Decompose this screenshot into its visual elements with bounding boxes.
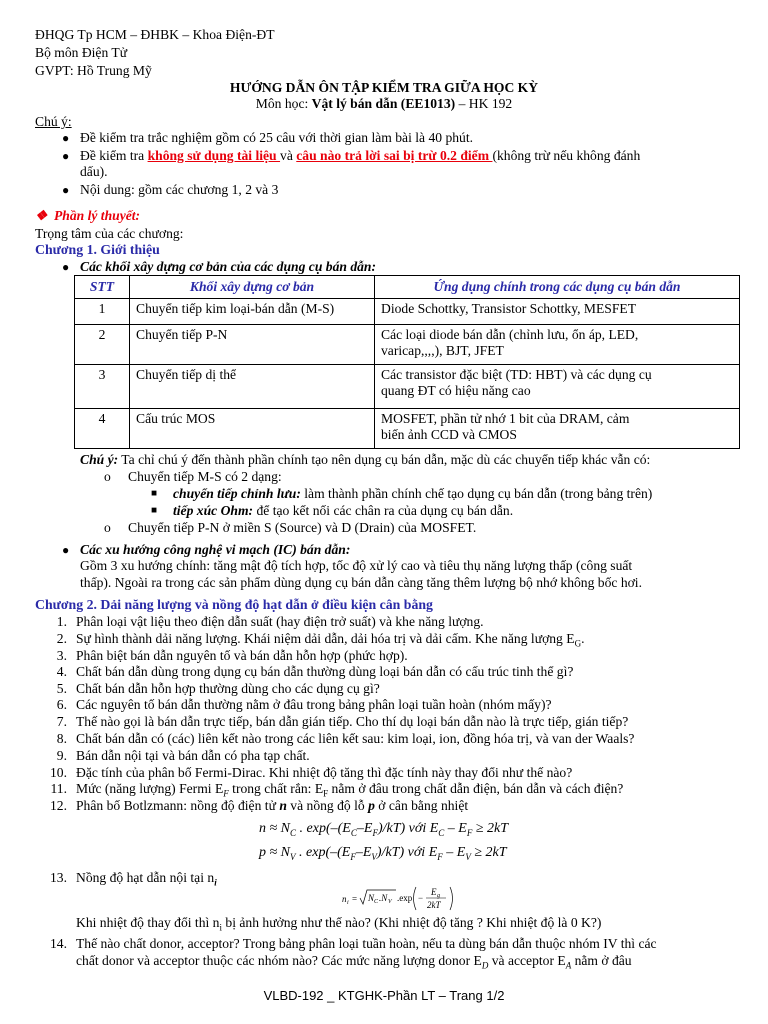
ni-temperature-question <box>76 915 601 936</box>
ch2-item-mid: trong chất rắn: E <box>228 781 324 796</box>
svg-text:=: = <box>352 894 358 904</box>
table-cell-stt: 4 <box>75 409 130 449</box>
item-number: 4. <box>56 664 67 679</box>
item14-sub: D <box>481 960 489 971</box>
application-line: biến ảnh CCD và CMOS <box>381 427 517 442</box>
ch2-item: Chất bán dẫn có (các) liên kết nào trong các liên kết sau: kim loại, ion, đồng hóa trị, và van der Waals? <box>76 731 635 746</box>
f2-c: –E <box>355 845 372 860</box>
f2-f: ≥ 2kT <box>470 845 507 860</box>
page-footer: VLBD-192 _ KTGHK-Phần LT – Trang 1/2 <box>263 988 505 1003</box>
bullet-dot-icon: ● <box>62 260 70 274</box>
subject-line <box>0 96 768 112</box>
f1-s4: C <box>438 827 445 838</box>
chapter-2-title: Chương 2. Dải năng lượng và nồng độ hạt dẫn ở điều kiện cân bằng <box>35 597 433 612</box>
f2-s2: F <box>350 851 356 862</box>
circle-bullet-icon: o <box>104 520 111 535</box>
table-cell-block: Chuyển tiếp kim loại-bán dẫn (M-S) <box>130 299 375 325</box>
f1-e: – E <box>444 821 467 836</box>
ch2-item: Chất bán dẫn hỗn hợp thường dùng cho các dụng cụ gì? <box>76 681 380 696</box>
theory-heading-text: Phần lý thuyết: <box>53 208 141 223</box>
ch2-item-cont <box>76 953 632 974</box>
lecturer-line: GVPT: Hồ Trung Mỹ <box>35 63 152 78</box>
item-number: 3. <box>56 648 67 663</box>
table-row <box>75 409 740 449</box>
ms-sub2-term: tiếp xúc Ohm: <box>173 503 254 518</box>
table-cell-application <box>375 409 740 449</box>
circle-bullet-icon: o <box>104 469 111 484</box>
item-number: 6. <box>56 697 67 712</box>
f1-s1: C <box>290 827 297 838</box>
ch2-item-text: Sự hình thành dải năng lượng. Khái niệm dải dẫn, dải hóa trị và dải cấm. Khe năng lượng E <box>76 631 575 646</box>
table-cell-block: Chuyển tiếp P-N <box>130 325 375 365</box>
ch1-note-text: Ta chỉ chú ý đến thành phần chính tạo nên dụng cụ bán dẫn, mặc dù các chuyển tiếp khác vẫn có: <box>118 452 651 467</box>
f1-s5: F <box>466 827 473 838</box>
f2-s5: V <box>465 851 471 862</box>
square-bullet-icon: ■ <box>151 505 158 516</box>
ch2-item-sub: i <box>214 877 217 888</box>
theory-heading <box>35 208 140 224</box>
item-number: 14. <box>50 936 67 951</box>
table-cell-stt: 1 <box>75 299 130 325</box>
table-cell-stt: 3 <box>75 365 130 409</box>
svg-text:i: i <box>347 900 349 906</box>
theory-focus: Trọng tâm của các chương: <box>35 226 184 241</box>
university-line: ĐHQG Tp HCM – ĐHBK – Khoa Điện-ĐT <box>35 27 275 42</box>
table-cell-block: Cấu trúc MOS <box>130 409 375 449</box>
f1-a: n ≈ N <box>259 821 291 836</box>
ch2-item <box>76 798 468 814</box>
svg-text:.N: .N <box>379 893 388 903</box>
intrinsic-concentration-formula <box>340 882 464 914</box>
ch2-item: Bán dẫn nội tại và bán dẫn có pha tạp chất. <box>76 748 310 763</box>
f1-f: ≥ 2kT <box>472 821 509 836</box>
note-bullet-2-cont: dấu). <box>80 164 108 179</box>
subject-prefix: Môn học: <box>255 96 312 111</box>
item14-pre: chất donor và acceptor thuộc các nhóm nào? Các mức năng lượng donor E <box>76 953 482 968</box>
note-b2-post: (không trừ nếu không đánh <box>492 148 641 163</box>
application-line: Diode Schottky, Transistor Schottky, MESFET <box>381 301 637 316</box>
note-label: Chú ý: <box>35 114 72 129</box>
svg-text:n: n <box>342 894 347 904</box>
ch2-item: Thế nào gọi là bán dẫn trực tiếp, bán dẫn gián tiếp. Cho thí dụ loại bán dẫn nào là trực tiếp, gián tiếp? <box>76 714 629 729</box>
item-number: 13. <box>50 870 67 885</box>
table-row <box>75 299 740 325</box>
bullet-dot-icon: ● <box>62 183 70 197</box>
f2-s3: V <box>371 851 377 862</box>
subject-name: Vật lý bán dẫn (EE1013) <box>311 96 456 111</box>
item-number: 8. <box>56 731 67 746</box>
diamond-bullet-icon: ❖ <box>35 208 54 223</box>
hole-symbol: p <box>368 798 375 813</box>
svg-text:V: V <box>388 899 392 905</box>
table-row <box>75 365 740 409</box>
svg-text:N: N <box>368 893 375 903</box>
note-bullet-1: Đề kiểm tra trắc nghiệm gồm có 25 câu với thời gian làm bài là 40 phút. <box>80 130 474 145</box>
ms-sub-ohmic <box>173 503 513 519</box>
chapter-1-title: Chương 1. Giới thiệu <box>35 242 160 257</box>
svg-text:−: − <box>418 893 424 903</box>
ch2-item: Phân biệt bán dẫn nguyên tố và bán dẫn hỗn hợp (phức hợp). <box>76 648 408 663</box>
table-cell-stt: 2 <box>75 325 130 365</box>
subject-term: – HK 192 <box>455 96 513 111</box>
ch2-item-sub: F <box>223 788 229 799</box>
item14-mid: và acceptor E <box>488 953 566 968</box>
table-cell-application <box>375 325 740 365</box>
ni-q-sub: i <box>219 922 222 933</box>
ic-trends-line-1: Gồm 3 xu hướng chính: tăng mật độ tích hợp, tốc độ xử lý cao và tiêu thụ năng lượng thấp (công suất <box>80 558 633 573</box>
ch2-item <box>76 870 217 891</box>
ch2-item: Các nguyên tố bán dẫn thường nằm ở đâu trong bảng phân loại tuần hoàn (nhóm mấy)? <box>76 697 552 712</box>
item-number: 5. <box>56 681 67 696</box>
ch2-item-end: nằm ở đâu trong chất dẫn điện, bán dẫn và cách điện? <box>328 781 624 796</box>
application-line: MOSFET, phần tử nhớ 1 bit của DRAM, cảm <box>381 411 630 426</box>
ch2-item-sub: G <box>574 638 582 649</box>
f1-s2: C <box>350 827 357 838</box>
ch2-item-end: ở cân bằng nhiệt <box>374 798 469 813</box>
ms-sub1-term: chuyển tiếp chỉnh lưu: <box>173 486 301 501</box>
ch2-item: Đặc tính của phân bố Fermi-Dirac. Khi nhiệt độ tăng thì đặc tính này thay đổi như thế nào? <box>76 765 573 780</box>
ch2-item-text: Phân bố Botlzmann: nồng độ điện tử <box>76 798 280 813</box>
ch2-item-end: . <box>581 631 585 646</box>
item14-end: nằm ở đâu <box>571 953 632 968</box>
ch2-item-mid: và nồng độ lỗ <box>286 798 369 813</box>
f1-c: –E <box>356 821 373 836</box>
svg-text:g: g <box>437 893 440 899</box>
ch2-item: Chất bán dẫn dùng trong dụng cụ bán dẫn thường dùng loại bán dẫn có cấu trúc tinh thể gì? <box>76 664 574 679</box>
building-blocks-table <box>74 275 740 449</box>
table-cell-block: Chuyển tiếp dị thể <box>130 365 375 409</box>
f2-e: – E <box>442 845 466 860</box>
svg-text:C: C <box>374 899 379 905</box>
ni-q-pre: Khi nhiệt độ thay đổi thì n <box>76 915 220 930</box>
ms-sub2-text: để tạo kết nối các chân ra của dụng cụ bán dẫn. <box>253 503 514 518</box>
f2-s1: V <box>290 851 296 862</box>
boltzmann-n-formula <box>259 821 508 838</box>
ch2-item-sub: F <box>323 788 329 799</box>
note-b2-pre: Đề kiểm tra <box>80 148 148 163</box>
bullet-dot-icon: ● <box>62 149 70 163</box>
note-no-documents: không sử dụng tài liệu <box>147 148 281 163</box>
application-line: varicap,,,,), BJT, JFET <box>381 343 504 358</box>
ch2-item: Phân loại vật liệu theo điện dẫn suất (hay điện trở suất) và khe năng lượng. <box>76 614 484 629</box>
table-header-row <box>75 276 740 299</box>
table-header-stt: STT <box>75 276 130 299</box>
item-number: 11. <box>50 781 67 796</box>
ch2-item: Thế nào chất donor, acceptor? Trong bảng phân loại tuần hoàn, nếu ta dùng bán dẫn thuộc nhóm IV thì các <box>76 936 657 951</box>
ms-sub-rectifying <box>173 486 652 502</box>
item-number: 1. <box>56 614 67 629</box>
svg-text:.exp: .exp <box>397 893 413 903</box>
svg-text:E: E <box>431 887 437 897</box>
ch1-blocks-bullet: Các khối xây dựng cơ bản của các dụng cụ bán dẫn: <box>80 259 377 274</box>
item-number: 10. <box>50 765 67 780</box>
application-line: Các loại diode bán dẫn (chỉnh lưu, ổn áp, LED, <box>381 327 639 342</box>
electron-symbol: n <box>279 798 287 813</box>
bullet-dot-icon: ● <box>62 131 70 145</box>
boltzmann-p-formula <box>259 845 507 862</box>
f1-s3: F <box>372 827 378 838</box>
item-number: 9. <box>56 748 67 763</box>
item-number: 12. <box>50 798 67 813</box>
ms-sub1-text: làm thành phần chính chế tạo dụng cụ bán dẫn (trong bảng trên) <box>300 486 653 501</box>
ch2-item-text: Mức (năng lượng) Fermi E <box>76 781 224 796</box>
f2-s4: F <box>437 851 443 862</box>
table-cell-application <box>375 299 740 325</box>
application-line: quang ĐT có hiệu năng cao <box>381 383 531 398</box>
application-line: Các transistor đặc biệt (TD: HBT) và các dụng cụ <box>381 367 652 382</box>
ch1-note-label: Chú ý: <box>80 452 119 467</box>
ch1-note <box>80 452 650 468</box>
note-bullet-3: Nội dung: gồm các chương 1, 2 và 3 <box>80 182 279 197</box>
item-number: 2. <box>56 631 67 646</box>
bullet-dot-icon: ● <box>62 543 70 557</box>
pn-mosfet-line: Chuyển tiếp P-N ở miền S (Source) và D (Drain) của MOSFET. <box>128 520 477 535</box>
f2-a: p ≈ N <box>259 845 291 860</box>
ni-q-post: bị ảnh hưởng như thế nào? (Khi nhiệt độ tăng ? Khi nhiệt độ là 0 K?) <box>222 915 602 930</box>
f2-b: . exp(–(E <box>295 845 351 860</box>
svg-text:2kT: 2kT <box>427 900 441 910</box>
page-title: HƯỚNG DẪN ÔN TẬP KIỂM TRA GIỮA HỌC KỲ <box>229 80 539 95</box>
f1-d: )/kT) với E <box>377 821 439 836</box>
ic-trends-bullet: Các xu hướng công nghệ vi mạch (IC) bán dẫn: <box>80 542 351 557</box>
f2-d: )/kT) với E <box>376 845 438 860</box>
table-cell-application <box>375 365 740 409</box>
ms-junction-line: Chuyển tiếp M-S có 2 dạng: <box>128 469 282 484</box>
f1-b: . exp(–(E <box>296 821 351 836</box>
note-b2-mid: và <box>280 148 297 163</box>
table-header-block: Khối xây dựng cơ bản <box>130 276 375 299</box>
square-bullet-icon: ■ <box>151 488 158 499</box>
note-bullet-2 <box>80 148 640 164</box>
table-row <box>75 325 740 365</box>
ic-trends-line-2: thấp). Ngoài ra trong các sản phẩm dùng dụng cụ bán dẫn càng tăng thêm lượng bộ nhớ không bốc hơi. <box>80 575 642 590</box>
item14-sub2: A <box>565 960 572 971</box>
note-penalty: câu nào trả lời sai bị trừ 0.2 điểm <box>296 148 493 163</box>
ch2-item-text: Nồng độ hạt dẫn nội tại n <box>76 870 215 885</box>
item-number: 7. <box>56 714 67 729</box>
department-line: Bộ môn Điện Tử <box>35 45 128 60</box>
table-header-application: Ứng dụng chính trong các dụng cụ bán dẫn <box>375 276 740 299</box>
